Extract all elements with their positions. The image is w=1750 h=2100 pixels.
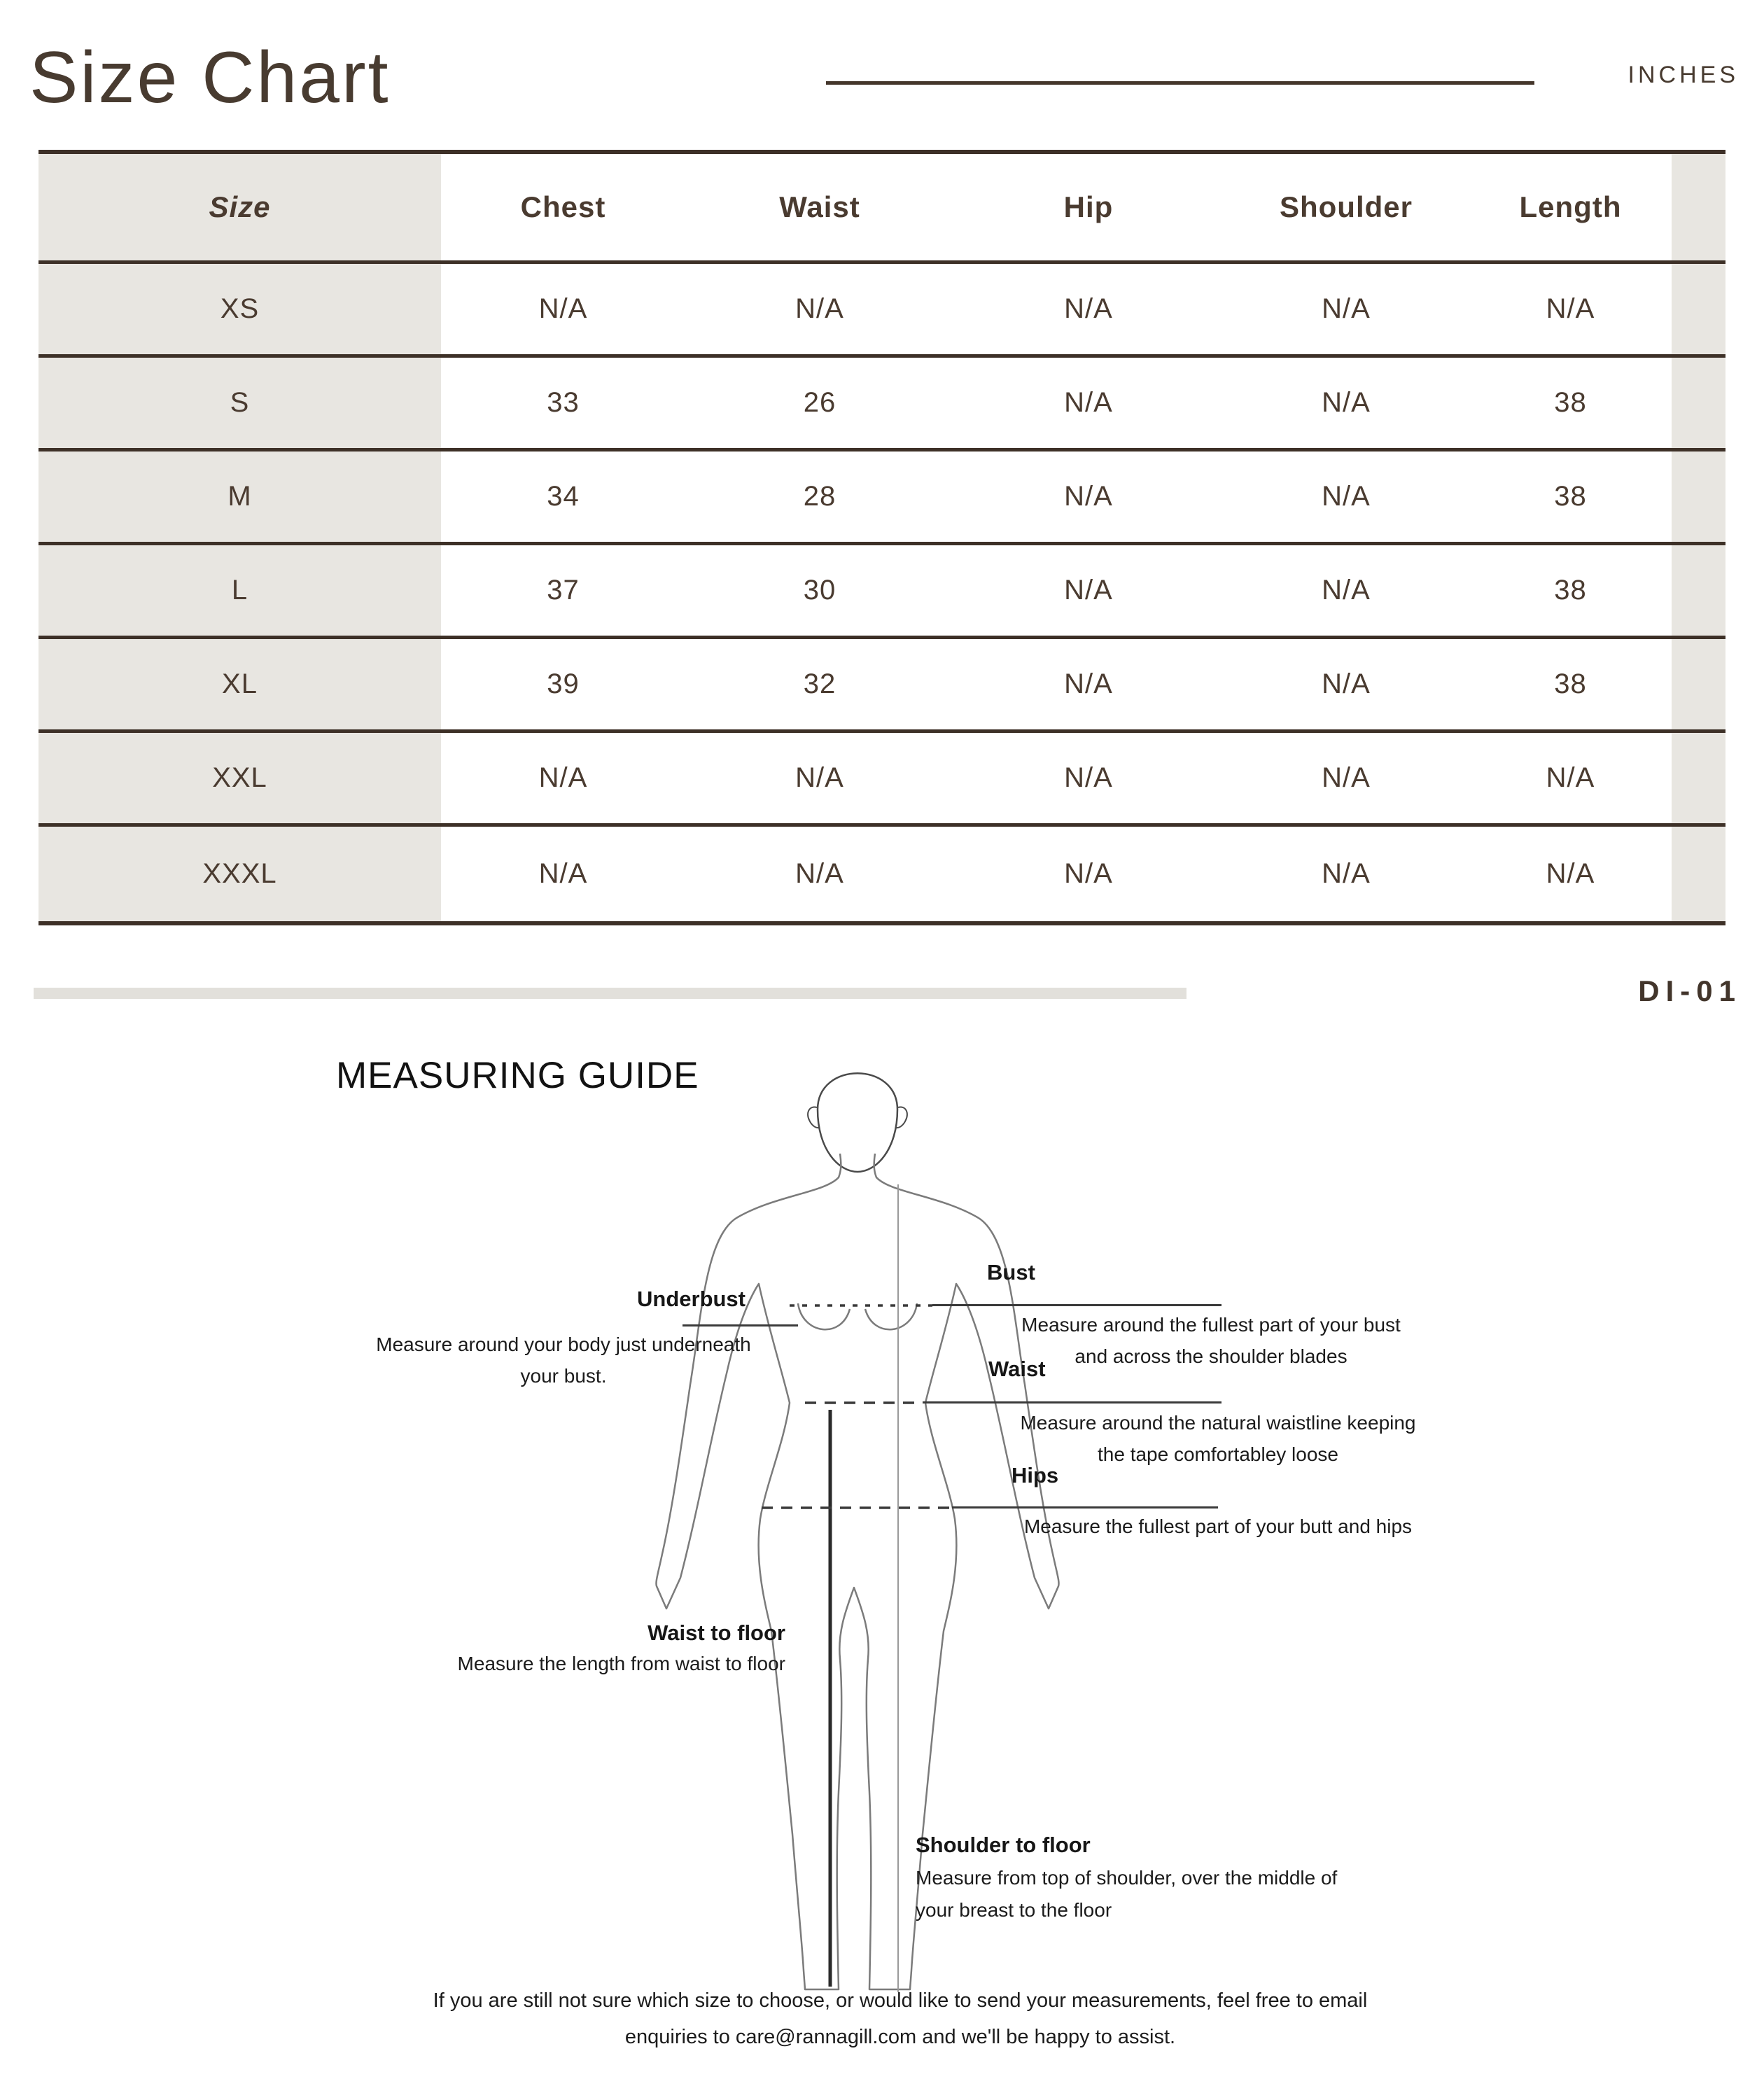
underbust-label: Underbust bbox=[637, 1287, 746, 1311]
size-cell: L bbox=[38, 543, 441, 637]
value-cell: N/A bbox=[1469, 262, 1672, 356]
value-cell: 26 bbox=[685, 356, 954, 449]
table-tail-spacer bbox=[1672, 152, 1726, 262]
value-cell: 38 bbox=[1469, 449, 1672, 543]
hips-label: Hips bbox=[1011, 1463, 1059, 1488]
value-cell: N/A bbox=[1223, 731, 1469, 825]
column-header-waist: Waist bbox=[779, 190, 860, 223]
column-header-length: Length bbox=[1519, 190, 1622, 223]
table-row bbox=[38, 449, 1726, 543]
value-cell: N/A bbox=[685, 262, 954, 356]
value-cell: 33 bbox=[441, 356, 685, 449]
size-cell: XXL bbox=[38, 731, 441, 825]
value-cell: N/A bbox=[685, 825, 954, 923]
head-outline bbox=[818, 1073, 897, 1172]
underbust-description: Measure around your body just underneath your bust. bbox=[376, 1334, 751, 1387]
title-rule-line bbox=[826, 81, 1534, 85]
waist-to-floor-label: Waist to floor bbox=[648, 1620, 785, 1645]
value-cell: N/A bbox=[954, 825, 1223, 923]
measuring-guide-title: MEASURING GUIDE bbox=[336, 1055, 699, 1096]
column-header-size: Size bbox=[38, 152, 441, 262]
column-header-shoulder: Shoulder bbox=[1279, 190, 1413, 223]
footer-line-2: enquiries to care@rannagill.com and we'll be happy to assist. bbox=[624, 2026, 1176, 2048]
value-cell: N/A bbox=[1223, 543, 1469, 637]
value-cell: N/A bbox=[954, 543, 1223, 637]
value-cell: 30 bbox=[685, 543, 954, 637]
table-row bbox=[38, 356, 1726, 449]
value-cell: N/A bbox=[685, 731, 954, 825]
value-cell: 38 bbox=[1469, 637, 1672, 731]
value-cell: N/A bbox=[954, 449, 1223, 543]
value-cell: N/A bbox=[954, 262, 1223, 356]
unit-label: INCHES bbox=[1628, 62, 1739, 88]
value-cell: 38 bbox=[1469, 356, 1672, 449]
style-code: DI-01 bbox=[1638, 974, 1742, 1007]
shoulder-to-floor-description: Measure from top of shoulder, over the middle of your breast to the floor bbox=[916, 1867, 1338, 1921]
table-header-row bbox=[38, 152, 1726, 262]
value-cell: 37 bbox=[441, 543, 685, 637]
bust-description: Measure around the fullest part of your bust and across the shoulder blades bbox=[1021, 1314, 1401, 1367]
value-cell: N/A bbox=[954, 637, 1223, 731]
hips-pointer-line bbox=[952, 1506, 1218, 1508]
value-cell: N/A bbox=[1223, 262, 1469, 356]
value-cell: N/A bbox=[441, 731, 685, 825]
size-cell: M bbox=[38, 449, 441, 543]
value-cell: 34 bbox=[441, 449, 685, 543]
right-bust-curve bbox=[865, 1303, 917, 1329]
table-row bbox=[38, 262, 1726, 356]
size-cell: XL bbox=[38, 637, 441, 731]
waist-label: Waist bbox=[988, 1357, 1046, 1381]
footer-note bbox=[25, 1982, 1750, 2055]
value-cell: N/A bbox=[1223, 825, 1469, 923]
value-cell: 38 bbox=[1469, 543, 1672, 637]
table-row bbox=[38, 731, 1726, 825]
value-cell: N/A bbox=[441, 262, 685, 356]
value-cell: 28 bbox=[685, 449, 954, 543]
footer-line-1: If you are still not sure which size to choose, or would like to send your measurements, feel free to email bbox=[433, 1989, 1368, 2012]
value-cell: N/A bbox=[1223, 356, 1469, 449]
value-cell: 39 bbox=[441, 637, 685, 731]
left-bust-curve bbox=[798, 1303, 850, 1329]
waist-description: Measure around the natural waistline keeping the tape comfortabley loose bbox=[1020, 1412, 1416, 1465]
shoulder-to-floor-label: Shoulder to floor bbox=[916, 1833, 1091, 1857]
value-cell: N/A bbox=[954, 356, 1223, 449]
column-header-chest: Chest bbox=[520, 190, 606, 223]
shoulder-to-floor-block bbox=[916, 1828, 1420, 1926]
value-cell: N/A bbox=[1223, 449, 1469, 543]
divider-bar bbox=[34, 988, 1186, 999]
value-cell: N/A bbox=[1469, 731, 1672, 825]
size-cell: XXXL bbox=[38, 825, 441, 923]
waist-to-floor-block bbox=[350, 1617, 785, 1679]
value-cell: N/A bbox=[1469, 825, 1672, 923]
table-row bbox=[38, 637, 1726, 731]
column-header-hip: Hip bbox=[1063, 190, 1114, 223]
value-cell: N/A bbox=[1223, 637, 1469, 731]
size-cell: XS bbox=[38, 262, 441, 356]
bust-label: Bust bbox=[987, 1260, 1035, 1284]
table-row bbox=[38, 543, 1726, 637]
table-row bbox=[38, 825, 1726, 923]
waist-pointer-line bbox=[923, 1401, 1222, 1404]
page-title: Size Chart bbox=[29, 37, 391, 118]
value-cell: N/A bbox=[441, 825, 685, 923]
value-cell: 32 bbox=[685, 637, 954, 731]
value-cell: N/A bbox=[954, 731, 1223, 825]
size-table bbox=[38, 150, 1726, 925]
waist-to-floor-description: Measure the length from waist to floor bbox=[457, 1653, 785, 1674]
underbust-pointer-line bbox=[682, 1324, 798, 1326]
hips-description: Measure the fullest part of your butt and hips bbox=[1023, 1516, 1413, 1537]
bust-pointer-line bbox=[932, 1304, 1222, 1306]
size-cell: S bbox=[38, 356, 441, 449]
